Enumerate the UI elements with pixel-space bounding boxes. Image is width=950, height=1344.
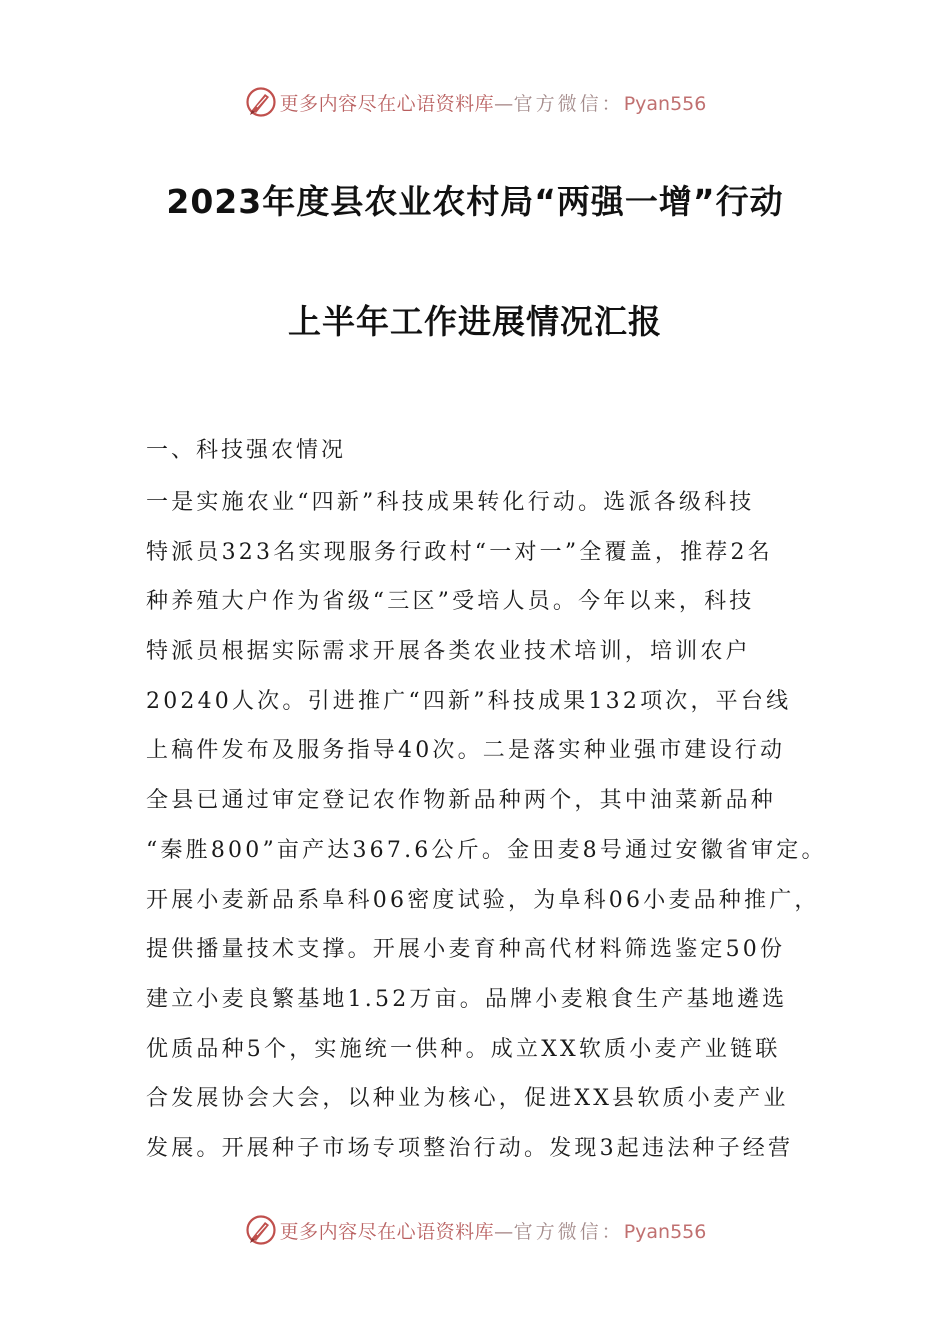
- watermark-text: 更多内容尽在心语资料库—官方微信：Pyan556: [279, 1220, 707, 1243]
- pen-logo-icon: [244, 1213, 278, 1247]
- body-line: 种养殖大户作为省级“三区”受培人员。今年以来，科技: [146, 589, 755, 615]
- document-title-line-2: 上半年工作进展情况汇报: [288, 302, 662, 341]
- pen-logo-icon: [244, 85, 278, 119]
- body-line: 20240人次。引进推广“四新”科技成果132项次，平台线: [146, 688, 792, 714]
- body-line: 特派员323名实现服务行政村“一对一”全覆盖，推荐2名: [146, 539, 773, 565]
- body-line: 合发展协会大会，以种业为核心，促进XX县软质小麦产业: [146, 1086, 789, 1112]
- body-line: 上稿件发布及服务指导40次。二是落实种业强市建设行动: [146, 738, 786, 764]
- body-line: 特派员根据实际需求开展各类农业技术培训，培训农户: [146, 639, 751, 665]
- footer-watermark: [0, 1210, 950, 1250]
- watermark-text: 更多内容尽在心语资料库—官方微信：Pyan556: [279, 92, 707, 115]
- body-line: 开展小麦新品系阜科06密度试验，为阜科06小麦品种推广，: [146, 887, 820, 913]
- section-heading: 一、科技强农情况: [146, 438, 347, 463]
- body-line: 全县已通过审定登记农作物新品种两个，其中油菜新品种: [146, 788, 777, 814]
- body-line: 优质品种5个，实施统一供种。成立XX软质小麦产业链联: [146, 1036, 781, 1062]
- header-watermark: [0, 82, 950, 122]
- body-line: 建立小麦良繁基地1.52万亩。品牌小麦粮食生产基地遴选: [146, 986, 788, 1012]
- body-line: 一是实施农业“四新”科技成果转化行动。选派各级科技: [146, 490, 755, 515]
- body-line: “秦胜800”亩产达367.6公斤。金田麦8号通过安徽省审定。: [146, 837, 827, 863]
- document-title-line-1: 2023年度县农业农村局“两强一增”行动: [166, 182, 784, 221]
- body-line: 提供播量技术支撑。开展小麦育种高代材料筛选鉴定50份: [146, 937, 786, 963]
- body-line: 发展。开展种子市场专项整治行动。发现3起违法种子经营: [146, 1135, 794, 1161]
- body-paragraph: [146, 478, 846, 1174]
